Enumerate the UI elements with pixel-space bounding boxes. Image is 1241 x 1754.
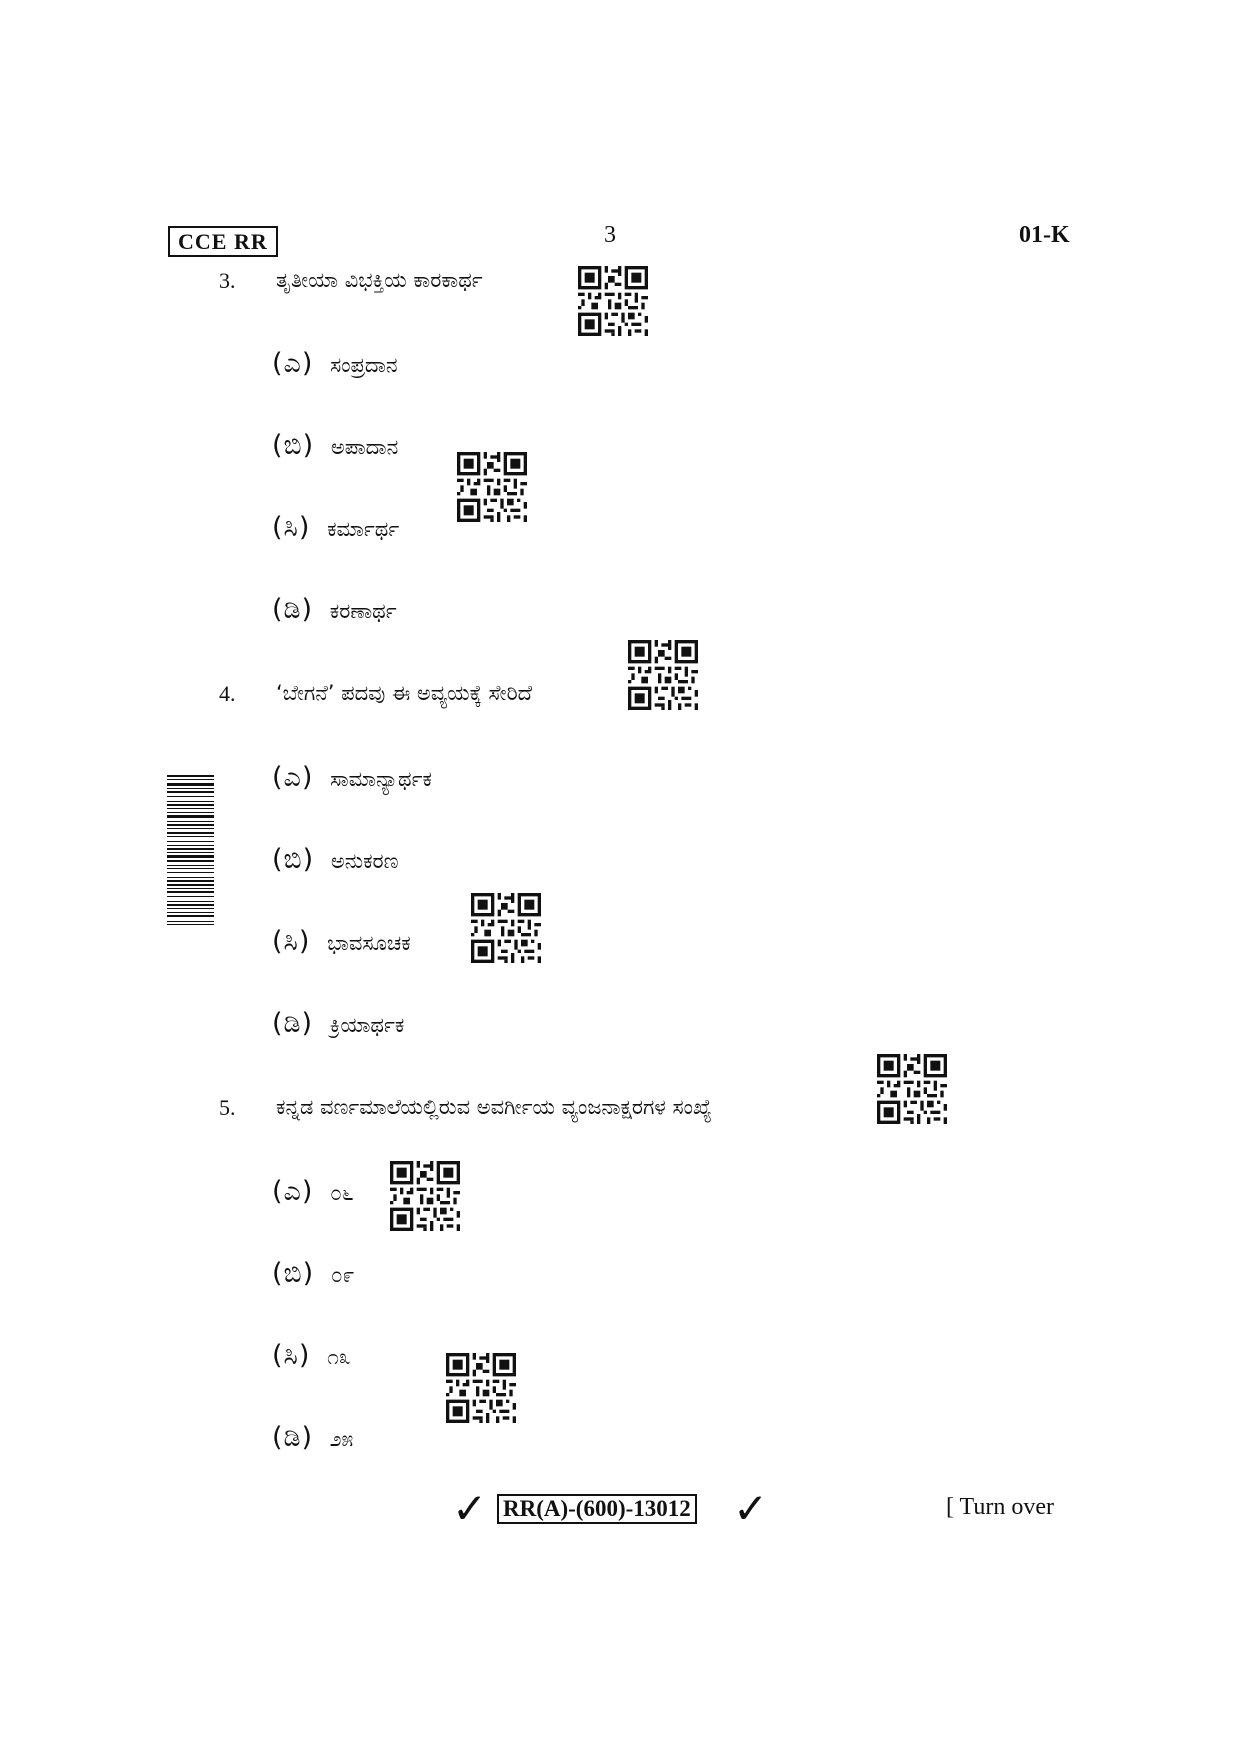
- option: [272, 926, 411, 958]
- option-text: ಅನುಕರಣ: [330, 849, 399, 873]
- page-number: 3: [604, 222, 616, 248]
- option-text: ಅಪಾದಾನ: [330, 435, 399, 459]
- option-label: (ಸಿ): [272, 1340, 311, 1371]
- option-text: ಭಾವಸೂಚಕ: [327, 931, 411, 955]
- option: [272, 594, 397, 626]
- question-number: 5.: [219, 1095, 236, 1120]
- option: [272, 1176, 354, 1208]
- option-text: ೨೫: [329, 1427, 354, 1451]
- qr-code-icon: [390, 1161, 460, 1231]
- option-label: (ಬಿ): [272, 1258, 315, 1289]
- qr-code-icon: [471, 893, 541, 963]
- option-label: (ಸಿ): [272, 926, 311, 957]
- check-mark-icon: ✓: [733, 1484, 769, 1533]
- option-text: ಸಂಪ್ರದಾನ: [330, 353, 398, 377]
- check-mark-icon: ✓: [452, 1484, 488, 1533]
- option-text: ೦೯: [330, 1263, 355, 1287]
- qr-code-icon: [877, 1054, 947, 1124]
- turn-over-text: [ Turn over: [946, 1494, 1055, 1520]
- option: [272, 348, 398, 380]
- option: [272, 762, 432, 794]
- option: [272, 512, 399, 544]
- option: [272, 1340, 351, 1372]
- option-text: ಕರಣಾರ್ಥ: [329, 599, 397, 623]
- qr-code-icon: [578, 266, 648, 336]
- option-text: ೧೩: [327, 1345, 351, 1369]
- option-label: (ಎ): [272, 348, 314, 379]
- option-label: (ಎ): [272, 1176, 314, 1207]
- question-number: 4.: [219, 681, 236, 706]
- option-text: ೦೬: [330, 1181, 354, 1205]
- option-text: ಕರ್ಮಾರ್ಥ: [327, 517, 400, 541]
- barcode-icon: [167, 775, 214, 1025]
- option-label: (ಬಿ): [272, 844, 315, 875]
- option: [272, 430, 398, 462]
- option-label: (ಡಿ): [272, 1008, 314, 1039]
- header-box-label: CCE RR: [168, 226, 278, 257]
- option-text: ಕ್ರಿಯಾರ್ಥಕ: [329, 1013, 405, 1037]
- qr-code-icon: [457, 452, 527, 522]
- question-number: 3.: [219, 268, 236, 293]
- qr-code-icon: [446, 1353, 516, 1423]
- option-label: (ಬಿ): [272, 430, 315, 461]
- option-label: (ಎ): [272, 762, 314, 793]
- qr-code-icon: [628, 640, 698, 710]
- option: [272, 1258, 354, 1290]
- option-label: (ಸಿ): [272, 512, 311, 543]
- footer-code-box: RR(A)-(600)-13012: [497, 1494, 697, 1524]
- question-text: ‘ಬೇಗನೆ’ ಪದವು ಈ ಅವ್ಯಯಕ್ಕೆ ಸೇರಿದೆ: [276, 681, 533, 705]
- option-text: ಸಾಮಾನ್ಯಾರ್ಥಕ: [330, 767, 432, 791]
- option: [272, 1008, 404, 1040]
- question-text: ಕನ್ನಡ ವರ್ಣಮಾಲೆಯಲ್ಲಿರುವ ಅವರ್ಗೀಯ ವ್ಯಂಜನಾಕ್ಷರಗಳ ಸಂಖ್ಯೆ: [276, 1095, 712, 1119]
- option: [272, 1422, 353, 1454]
- question-text: ತೃತೀಯಾ ವಿಭಕ್ತಿಯ ಕಾರಕಾರ್ಥ: [276, 268, 483, 292]
- option-label: (ಡಿ): [272, 1422, 314, 1453]
- paper-code: 01-K: [1019, 222, 1070, 248]
- option: [272, 844, 399, 876]
- option-label: (ಡಿ): [272, 594, 314, 625]
